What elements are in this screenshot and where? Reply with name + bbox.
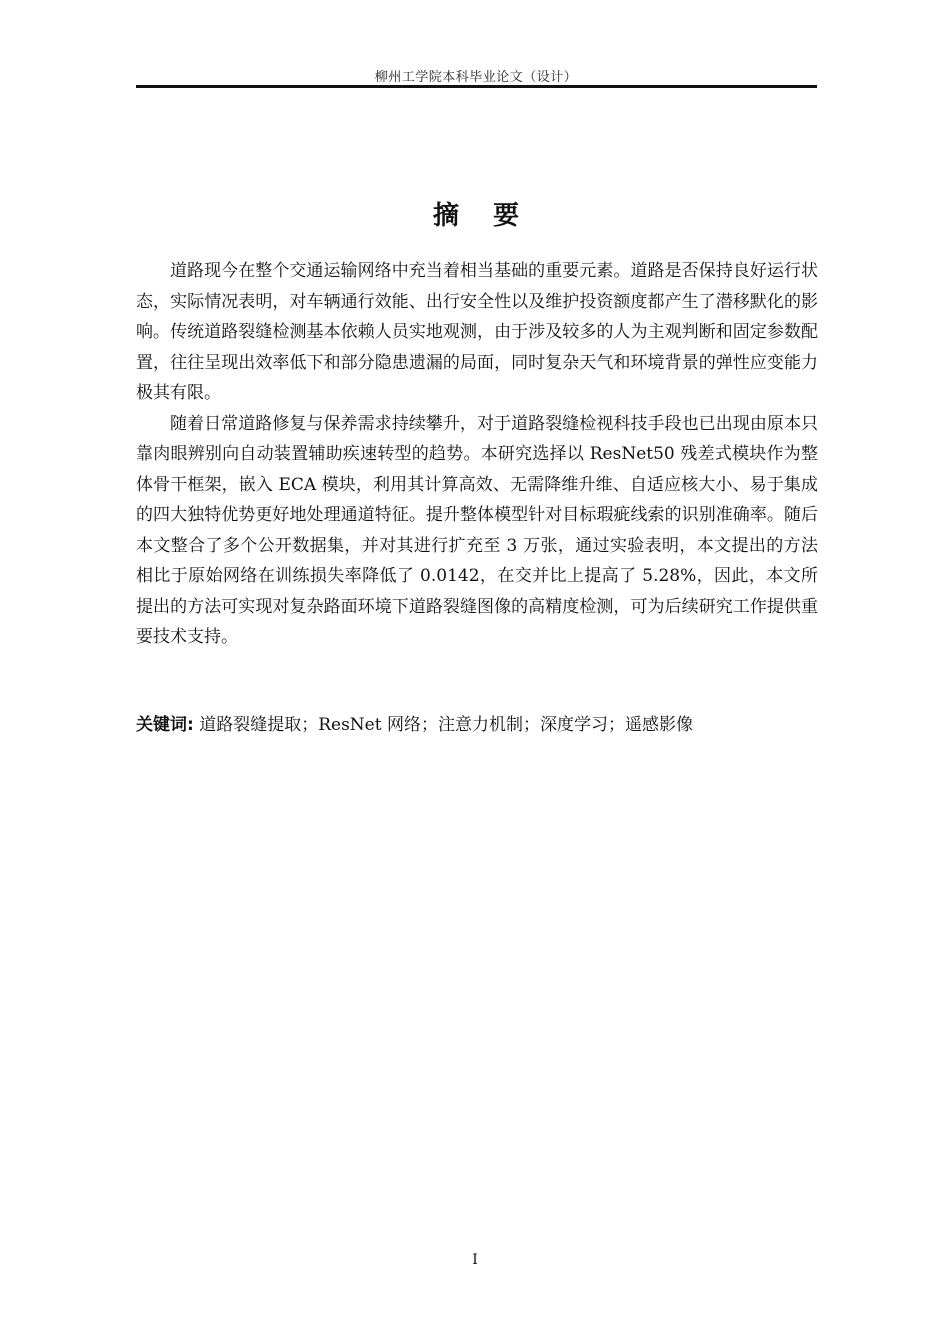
abstract-body (136, 256, 818, 653)
running-header: 柳州工学院本科毕业论文（设计） (374, 70, 578, 85)
page-number: I (472, 1252, 478, 1268)
abstract-paragraph-1: 道路现今在整个交通运输网络中充当着相当基础的重要元素。道路是否保持良好运行状态，实际情况表明，对车辆通行效能、出行安全性以及维护投资额度都产生了潜移默化的影响。传统道路裂缝检测基本依赖人员实地观测，由于涉及较多的人为主观判断和固定参数配置，往往呈现出效率低下和部分隐患遗漏的局面，同时复杂天气和环境背景的弹性应变能力极其有限。 (136, 261, 818, 403)
abstract-title: 摘要 (432, 201, 553, 231)
abstract-paragraph-2: 随着日常道路修复与保养需求持续攀升，对于道路裂缝检视科技手段也已出现由原本只靠肉眼辨别向自动装置辅助疾速转型的趋势。本研究选择以 ResNet50 残差式模块作为整体骨干框架，嵌入 ECA 模块，利用其计算高效、无需降维升维、自适应核大小、易于集成的四大独特优势更好地处理通道特征。提升整体模型针对目标瑕疵线索的识别准确率。随后本文整合了多个公开数据集，并对其进行扩充至 3 万张，通过实验表明，本文提出的方法相比于原始网络在训练损失率降低了 0.0142，在交并比上提高了 5.28%，因此，本文所提出的方法可实现对复杂路面环境下道路裂缝图像的高精度检测，可为后续研究工作提供重要技术支持。 (136, 413, 818, 647)
header-rule (136, 85, 817, 88)
keywords-line (136, 710, 818, 740)
keywords-label: 关键词: (136, 715, 194, 735)
keywords-list: 道路裂缝提取；ResNet 网络；注意力机制；深度学习；遥感影像 (199, 715, 693, 735)
